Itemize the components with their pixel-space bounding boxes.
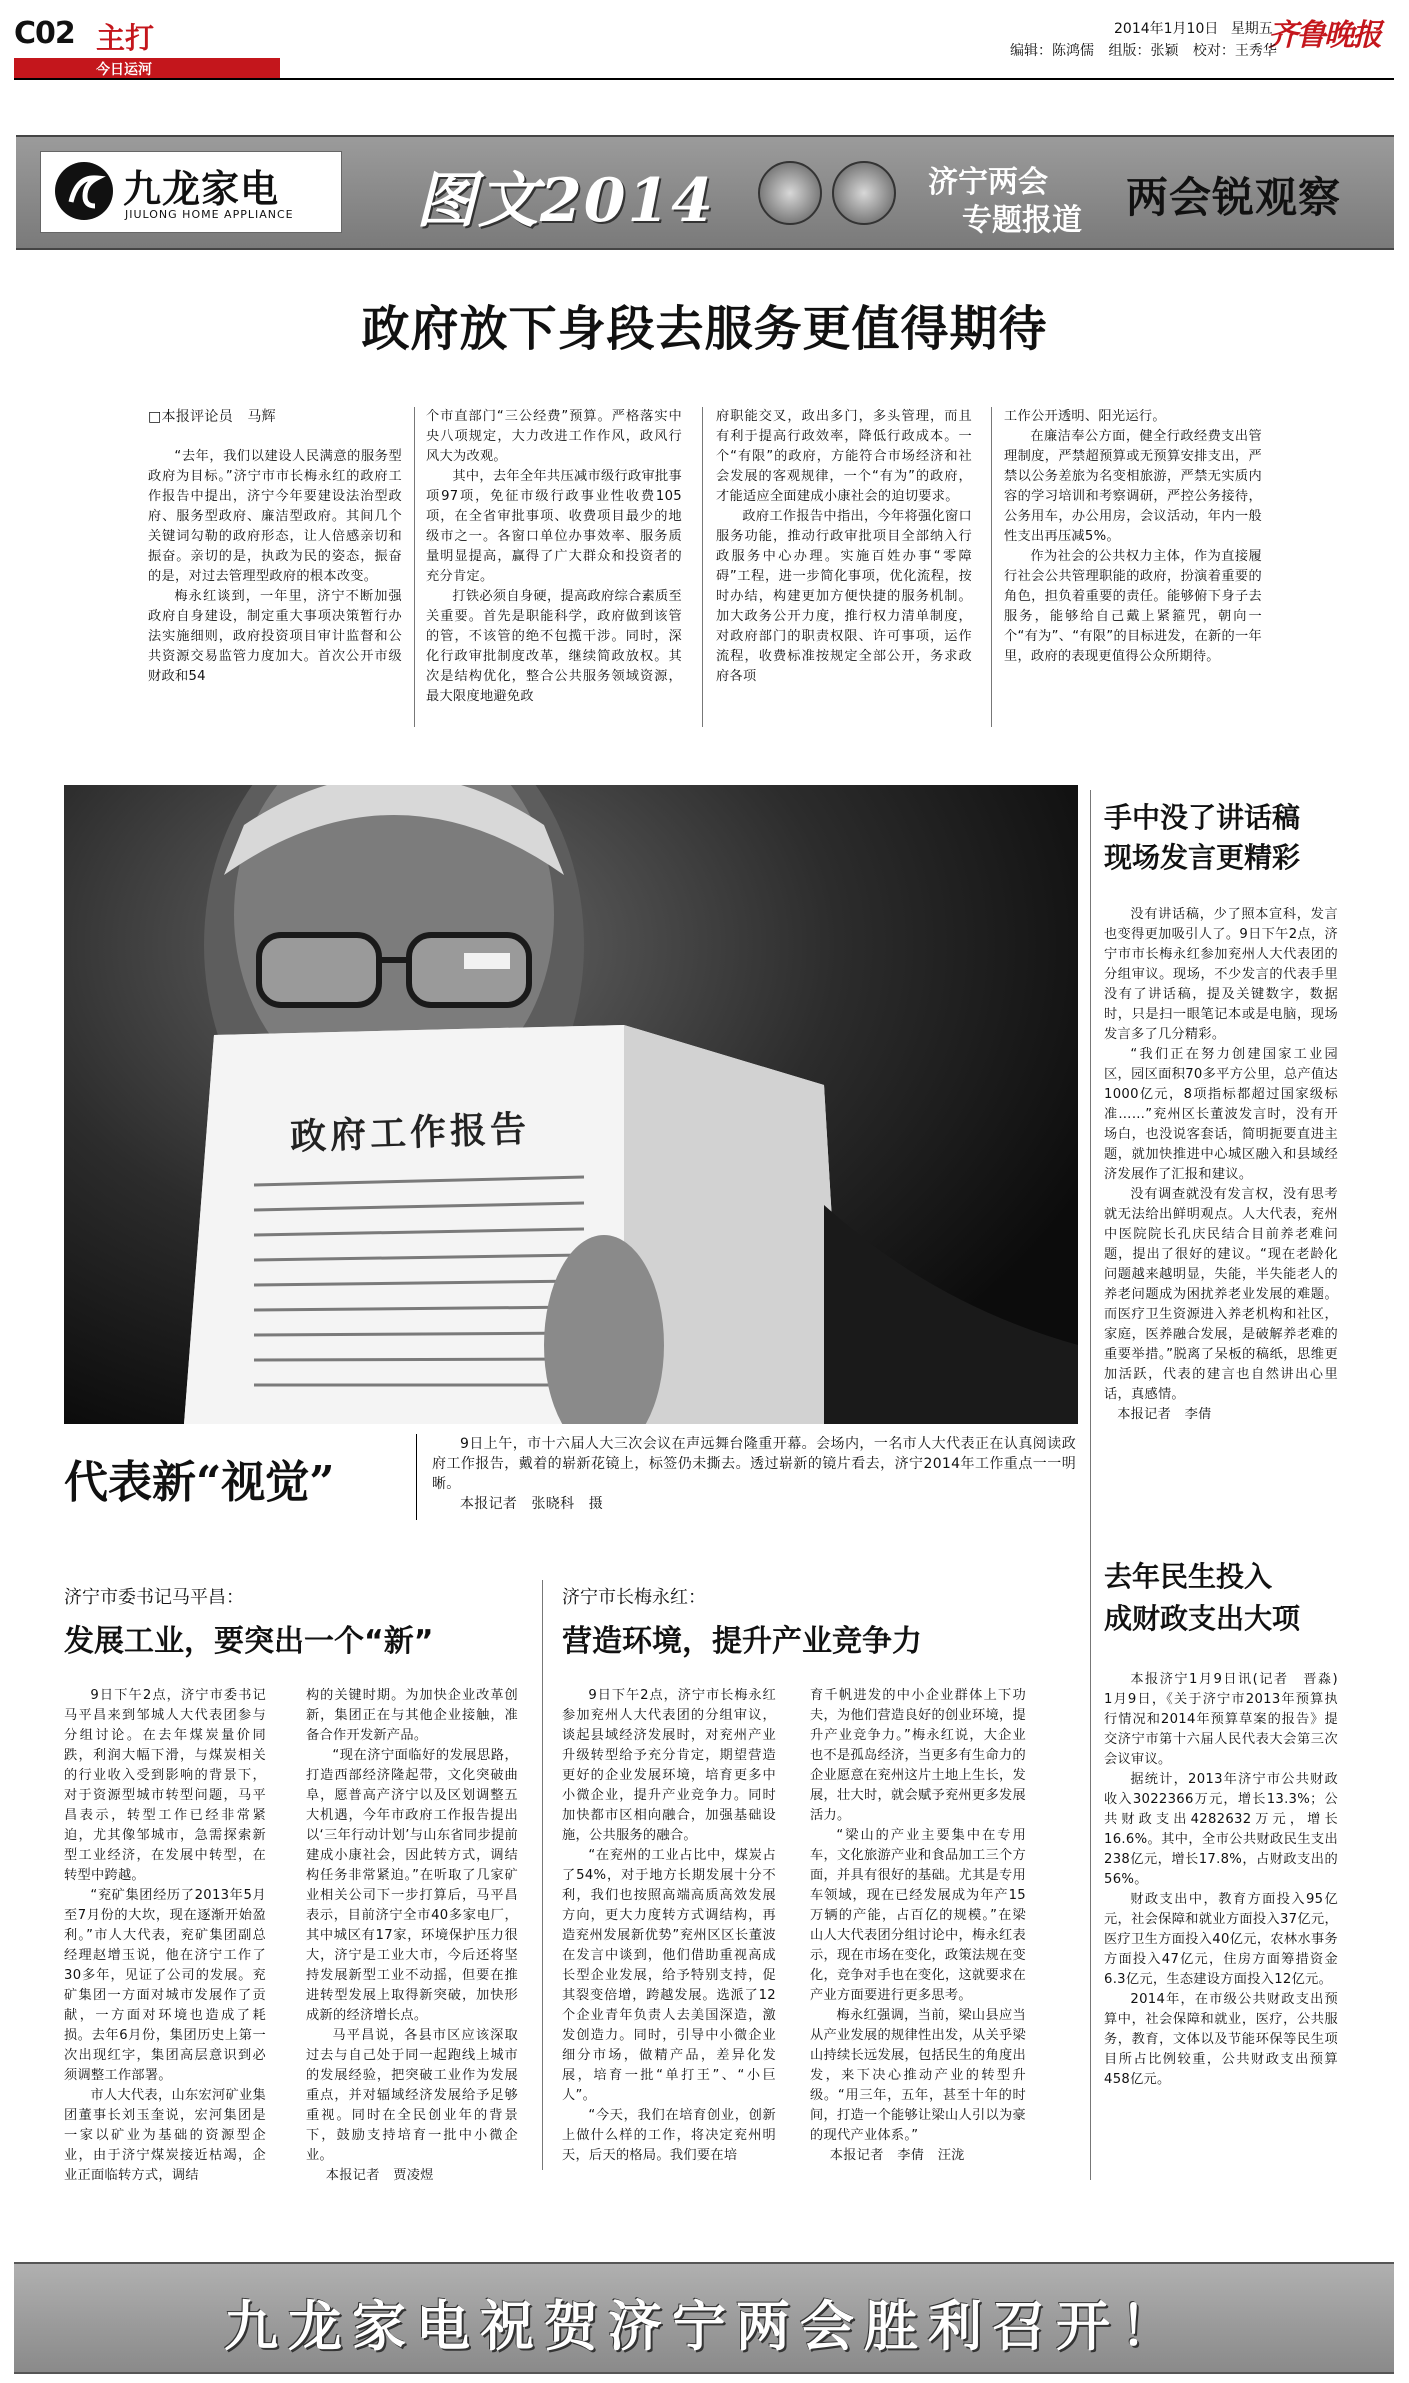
commentary-column-2 xyxy=(426,407,682,707)
story2-kicker: 济宁市长梅永红： xyxy=(562,1587,706,1608)
masthead-rule xyxy=(14,78,1394,80)
commentary-column-1 xyxy=(148,407,402,687)
article-paragraph: 府职能交叉，政出多门，多头管理，而且有利于提高行政效率，降低行政成本。一个“有限”的政府，方能符合市场经济和社会发展的客观规律，一个“有为”的政府，才能适应全面建成小康社会的迫切要求。 xyxy=(716,409,972,504)
story1-column-2 xyxy=(306,1686,518,2186)
subsection-label: 今日运河 xyxy=(96,62,152,78)
section-title: 主打 xyxy=(96,21,155,55)
party-emblem xyxy=(832,161,896,225)
article-paragraph: “今天，我们在培育创业，创新上做什么样的工作，将决定兖州明天，后天的格局。我们要在培 xyxy=(562,2108,776,2163)
story2-column-1 xyxy=(562,1686,776,2166)
article-paragraph: 马平昌说，各县市区应该深取过去与自己处于同一起跑线上城市的发展经验，把突破工业作为发展重点，并对辐域经济发展给予足够重视。同时在全民创业年的背景下，鼓励支持培育一批中小微企业。 xyxy=(306,2028,518,2163)
article-paragraph: 梅永红谈到，一年里，济宁不断加强政府自身建设，制定重大事项决策暂行办法实施细则，政府投资项目审计监督和公共资源交易监管力度加大。首次公开市级财政和54 xyxy=(148,589,402,684)
dragon-icon xyxy=(55,162,113,220)
photo-section-title: 代表新“视觉” xyxy=(64,1457,335,1508)
news-photo xyxy=(64,785,1078,1424)
layout-credit: 组版：张颖 xyxy=(1108,43,1179,59)
article-paragraph: “兖矿集团经历了2013年5月至7月份的大坎，现在逐渐开始盈利。”市人大代表，兖矿集团副总经理赵增玉说，他在济宁工作了30多年，见证了公司的发展。兖矿集团一方面对城市发展作了贡献，一方面对环境也造成了耗损。去年6月份，集团历史上第一次出现红字，集团高层意识到必须调整工作部署。 xyxy=(64,1888,266,2083)
story1-column-1 xyxy=(64,1686,266,2186)
article-paragraph: 个市直部门“三公经费”预算。严格落实中央八项规定，大力改进工作作风，政风行风大为改观。 xyxy=(426,409,682,464)
article-paragraph: 财政支出中，教育方面投入95亿元，社会保障和就业方面投入37亿元，医疗卫生方面投入40亿元，农林水事务方面投入47亿元，住房方面筹措资金6.3亿元，生态建设方面投入12亿元。 xyxy=(1104,1892,1338,1987)
article-paragraph: 没有讲话稿，少了照本宣科，发言也变得更加吸引人了。9日下午2点，济宁市市长梅永红参加兖州人大代表团的分组审议。现场，不少发言的代表手里没有了讲话稿，提及关键数字，数据时，只是扫一眼笔记本或是电脑，现场发言多了几分精彩。 xyxy=(1104,907,1338,1042)
article-paragraph: 工作公开透明、阳光运行。 xyxy=(1004,409,1166,424)
side1-headline-1: 手中没了讲话稿 xyxy=(1104,801,1301,834)
footer-slogan: 九龙家电祝贺济宁两会胜利召开！ xyxy=(224,2295,1184,2358)
caption-rule xyxy=(416,1434,417,1520)
story2-headline: 营造环境，提升产业竞争力 xyxy=(562,1624,922,1659)
story1-headline: 发展工业，要突出一个“新” xyxy=(64,1624,434,1659)
banner-theme: 图文2014 xyxy=(416,166,715,236)
page-code: C02 xyxy=(14,16,75,51)
proof-credit: 校对：王秀华 xyxy=(1192,43,1277,59)
article-paragraph: 没有调查就没有发言权，没有思考就无法给出鲜明观点。人大代表，兖州中医院院长孔庆民结合目前养老难问题，提出了很好的建议。“现在老龄化问题越来越明显，失能，半失能老人的养老问题成为困扰养老业发展的难题。而医疗卫生资源进入养老机构和社区，家庭，医养融合发展，是破解养老难的重要举措。”脱离了呆板的稿纸，思维更加活跃，代表的建言也自然讲出心里话，真感情。 xyxy=(1104,1187,1338,1402)
photo-illustration xyxy=(64,785,1078,1424)
commentary-headline: 政府放下身段去服务更值得期待 xyxy=(361,301,1048,357)
article-paragraph: 本报济宁1月9日讯(记者 晋淼) 1月9日，《关于济宁市2013年预算执行情况和2014年预算草案的报告》提交济宁市第十六届人民代表大会第三次会议审议。 xyxy=(1104,1672,1352,1767)
brand-logo: 齐鲁晚报 xyxy=(1268,18,1380,53)
story-divider xyxy=(542,1580,543,2170)
side2-body xyxy=(1104,1670,1352,2090)
article-paragraph: 打铁必须自身硬，提高政府综合素质至关重要。首先是职能科学，政府做到该管的管，不该管的绝不包揽干涉。同时，深化行政审批制度改革，继续简政放权。其次是结构优化，整合公共服务领域资源，最大限度地避免政 xyxy=(426,589,682,704)
sponsor-logo-box xyxy=(40,151,342,233)
article-paragraph: 在廉洁奉公方面，健全行政经费支出管理制度，严禁超预算或无预算安排支出，严禁以公务差旅为名变相旅游，严禁无实质内容的学习培训和考察调研，严控公务接待，公务用车，办公用房，会议活动，年内一般性支出再压减5%。 xyxy=(1004,429,1262,544)
photo-caption xyxy=(432,1434,1076,1514)
commentary-byline: □本报评论员 马辉 xyxy=(148,409,276,425)
article-paragraph: 9日下午2点，济宁市委书记马平昌来到邹城人大代表团参与分组讨论。在去年煤炭量价同跌，利润大幅下滑，与煤炭相关的行业收入受到影响的背景下，对于资源型城市转型问题，马平昌表示，转型工作已经非常紧迫，尤其像邹城市，急需探索新型工业经济，在发展中转型，在转型中跨越。 xyxy=(64,1688,266,1883)
special-report-line2: 专题报道 xyxy=(962,203,1082,238)
article-paragraph: 构的关键时期。为加快企业改革创新，集团正在与其他企业接触，准备合作开发新产品。 xyxy=(306,1688,518,1743)
column-name: 两会锐观察 xyxy=(1126,173,1342,222)
issue-weekday: 星期五 xyxy=(1230,21,1273,37)
article-paragraph: 9日下午2点，济宁市长梅永红参加兖州人大代表团的分组审议，谈起县域经济发展时，对兖州产业升级转型给予充分肯定，期望营造更好的企业发展环境，培育更多中小微企业，提升产业竞争力。同时加快都市区相向融合，加强基础设施，公共服务的融合。 xyxy=(562,1688,776,1843)
photo-document-title: 政府工作报告 xyxy=(289,1107,531,1159)
special-report-line1: 济宁两会 xyxy=(928,165,1048,200)
article-credit: 本报记者 李倩 xyxy=(1117,1407,1212,1422)
article-paragraph: 梅永红强调，当前，梁山县应当从产业发展的规律性出发，从关乎梁山持续长远发展，包括民生的角度出发，来下决心推动产业的转型升级。“用三年，五年，甚至十年的时间，打造一个能够让梁山人引以为豪的现代产业体系。” xyxy=(810,2008,1026,2143)
commentary-column-4 xyxy=(1004,407,1262,667)
national-emblem xyxy=(758,161,822,225)
sponsor-name: 九龙家电 xyxy=(123,167,280,211)
issue-date: 2014年1月10日 xyxy=(1114,21,1219,37)
article-paragraph: 据统计，2013年济宁市公共财政收入3022366万元，增长13.3%；公共财政支出4282632万元，增长16.6%。其中，全市公共财政民生支出238亿元，增长17.8%，占财政支出的56%。 xyxy=(1104,1772,1338,1887)
side2-headline-2: 成财政支出大项 xyxy=(1104,1602,1301,1635)
article-credit: 本报记者 贾凌煜 xyxy=(325,2168,434,2183)
article-paragraph: “我们正在努力创建国家工业园区，园区面积70多平方公里，总产值达1000亿元，8项指标都超过国家级标准……”兖州区长董波发言时，没有开场白，也没说客套话，简明扼要直进主题，就加快推进中心城区融入和县域经济发展作了汇报和建议。 xyxy=(1104,1047,1338,1182)
column-rule xyxy=(702,407,703,727)
article-paragraph: 市人大代表，山东宏河矿业集团董事长刘玉奎说，宏河集团是一家以矿业为基础的资源型企业，由于济宁煤炭接近枯竭，企业正面临转方式，调结 xyxy=(64,2088,266,2183)
column-rule xyxy=(991,407,992,727)
sponsor-logo-mark xyxy=(55,162,113,220)
story1-kicker: 济宁市委书记马平昌： xyxy=(64,1587,244,1608)
article-credit: 本报记者 李倩 汪泷 xyxy=(829,2148,965,2163)
article-paragraph: 育千帆进发的中小企业群体上下功夫，为他们营造良好的创业环境，提升产业竞争力。”梅永红说，大企业也不是孤岛经济，当更多有生命力的企业愿意在兖州这片土地上生长，发展，壮大时，就会赋予兖州更多发展活力。 xyxy=(810,1688,1026,1823)
footer-ad xyxy=(14,2262,1394,2374)
article-paragraph: “在兖州的工业占比中，煤炭占了54%，对于地方长期发展十分不利，我们也按照高端高质高效发展方向，更大力度转方式调结构，再造兖州发展新优势”兖州区区长董波在发言中谈到，他们借助重视高成长型企业发展，给予特别支持，促其裂变倍增，跨越发展。选派了12个企业青年负责人去美国深造，激发创造力。同时，引导中小微企业细分市场，做精产品，差异化发展，培育一批“单打王”、“小巨人”。 xyxy=(562,1848,776,2103)
story2-column-2 xyxy=(810,1686,1026,2166)
article-paragraph: 作为社会的公共权力主体，作为直接履行社会公共管理职能的政府，扮演着重要的角色，担负着重要的责任。能够俯下身子去服务，能够给自己戴上紧箍咒，朝向一个“有为”、“有限”的目标进发，在新的一年里，政府的表现更值得公众所期待。 xyxy=(1004,549,1262,664)
side1-body xyxy=(1104,905,1338,1425)
article-paragraph: “梁山的产业主要集中在专用车，文化旅游产业和食品加工三个方面，并具有很好的基础。尤其是专用车领域，现在已经发展成为年产15万辆的产能，占百亿的规模。”在梁山人大代表团分组讨论中，梅永红表示，现在市场在变化，政策法规在变化，竞争对手也在变化，这就要求在产业方面要进行更多思考。 xyxy=(810,1828,1026,2003)
special-banner xyxy=(16,135,1394,250)
sponsor-name-en: JIULONG HOME APPLIANCE xyxy=(125,208,294,221)
article-paragraph: 政府工作报告中指出，今年将强化窗口服务功能，推动行政审批项目全部纳入行政服务中心办理。实施百姓办事“零障碍”工程，进一步简化事项，优化流程，按时办结，构建更加方便快捷的服务机制。加大政务公开力度，推行权力清单制度，对政府部门的职责权限、许可事项，运作流程，收费标准按规定全部公开，务求政府各项 xyxy=(716,509,972,684)
side2-headline-1: 去年民生投入 xyxy=(1104,1560,1273,1593)
commentary-column-3 xyxy=(716,407,972,687)
photo-credit: 本报记者 张晓科 摄 xyxy=(460,1496,603,1512)
article-paragraph: 其中，去年全年共压减市级行政审批事项97项，免征市级行政事业性收费105项，在全省审批事项、收费项目最少的地级市之一。各窗口单位办事效率、服务质量明显提高，赢得了广大群众和投资者的充分肯定。 xyxy=(426,469,682,584)
side1-headline-2: 现场发言更精彩 xyxy=(1104,841,1301,874)
article-paragraph: 2014年，在市级公共财政支出预算中，社会保障和就业，医疗，公共服务，教育，文体以及节能环保等民生项目所占比例较重，公共财政支出预算458亿元。 xyxy=(1104,1992,1338,2087)
article-paragraph: “去年，我们以建设人民满意的服务型政府为目标。”济宁市市长梅永红的政府工作报告中提出，济宁今年要建设法治型政府、服务型政府、廉洁型政府。其间几个关键词勾勒的政府形态，让人倍感亲切和振奋。亲切的是，执政为民的姿态，振奋的是，对过去管理型政府的根本改变。 xyxy=(148,449,402,584)
side-divider xyxy=(1090,790,1091,2180)
article-paragraph: “现在济宁面临好的发展思路，打造西部经济隆起带，文化突破曲阜，愿普高产济宁以及区划调整五大机遇，今年市政府工作报告提出以‘三年行动计划’与山东省同步提前建成小康社会，因此转方式，调结构任务非常紧迫。”在听取了几家矿业相关公司下一步打算后，马平昌表示，目前济宁全市40多家电厂，其中城区有17家，环境保护压力很大，济宁是工业大市，今后还将坚持发展新型工业不动摇，但要在推进转型发展上取得新突破，加快形成新的经济增长点。 xyxy=(306,1748,518,2023)
editor-credit: 编辑：陈鸿儒 xyxy=(1010,43,1094,59)
caption-text: 9日上午，市十六届人大三次会议在声远舞台隆重开幕。会场内，一名市人大代表正在认真阅读政府工作报告，戴着的崭新花镜上，标签仍未撕去。透过崭新的镜片看去，济宁2014年工作重点一一明晰。 xyxy=(432,1436,1076,1492)
column-rule xyxy=(414,407,415,727)
